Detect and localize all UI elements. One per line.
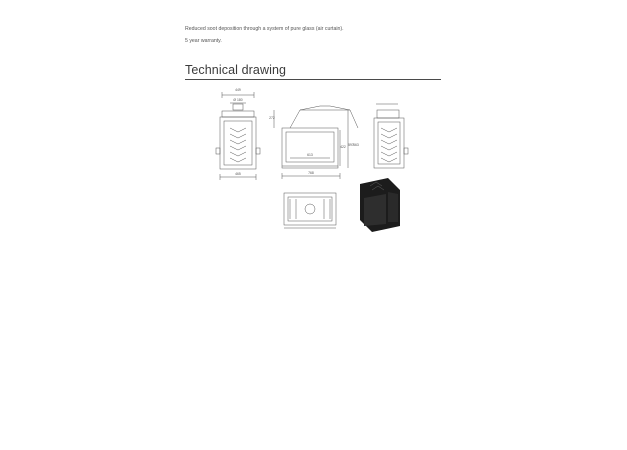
dim-side-bottom-width: 465 (235, 172, 241, 176)
fireplace-render (360, 178, 400, 232)
dim-front-height-1: 597 (348, 143, 354, 147)
warranty-text: 5 year warranty. (185, 38, 222, 44)
dim-flue-diameter: Ø 180 (233, 98, 243, 102)
dim-front-width: 768 (308, 171, 314, 175)
top-view (284, 193, 336, 228)
section-title: Technical drawing (185, 63, 441, 80)
dim-side-top-width: 449 (235, 88, 241, 92)
dim-front-height-2: 663 (353, 143, 359, 147)
front-view (274, 106, 358, 179)
dim-front-glass-width: 613 (307, 153, 313, 157)
side-view-right (374, 104, 408, 168)
dim-front-inner-height: 422 (340, 145, 346, 149)
side-view-left (216, 92, 260, 180)
dim-front-top-offset: 272 (269, 116, 275, 120)
feature-text: Reduced soot deposition through a system of pure glass (air curtain). (185, 26, 344, 32)
